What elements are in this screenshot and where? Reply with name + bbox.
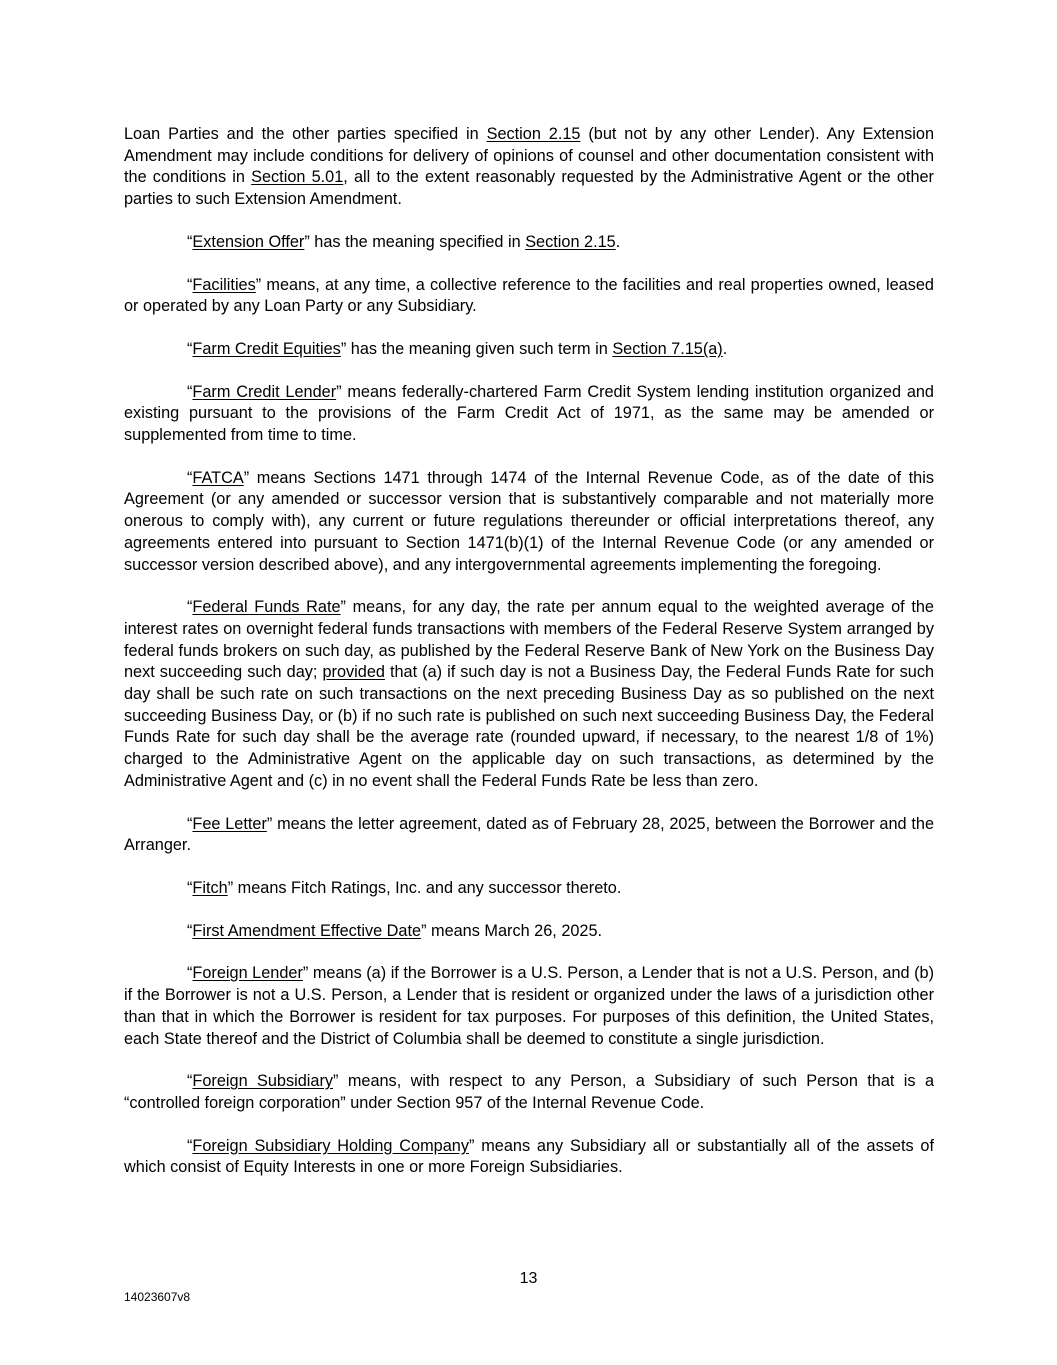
definition-text: . (722, 339, 728, 358)
definition-fee-letter (124, 814, 934, 857)
open-quote: “ (187, 1072, 193, 1091)
definition-farm-credit-lender (124, 382, 934, 447)
definition-text: ” means, with respect to any Person, a Subsidiary of such Person that is a “controlled foreign corporation” under Section 957 of the Internal Revenue Code. (124, 1072, 934, 1112)
definition-text: ” means, for any day, the rate per annum equal to the weighted average of the interest rates on overnight federal funds transactions with members of the Federal Reserve System arranged by federal funds brokers on such day, as published by the Federal Reserve Bank of New York on the Business Day next succeeding such day; (124, 598, 934, 682)
defined-term: First Amendment Effective Date (192, 921, 422, 940)
open-quote: “ (187, 964, 193, 983)
definition-text: ” means, at any time, a collective reference to the facilities and real properties owned, leased or operated by any Loan Party or any Subsidiary. (124, 275, 934, 316)
definition-text: ” means the letter agreement, dated as of February 28, 2025, between the Borrower and the Arranger. (124, 814, 935, 855)
defined-term: Federal Funds Rate (192, 598, 341, 617)
open-quote: “ (187, 382, 193, 401)
defined-term: Farm Credit Equities (192, 339, 341, 358)
section-reference: Section 2.15 (486, 125, 581, 143)
definition-text: ” means federally-chartered Farm Credit System lending institution organized and existing pursuant to the provisions of the Farm Credit Act of 1971, as the same may be amended or supplemented from time to time. (124, 382, 934, 445)
definition-text: . (615, 232, 621, 251)
defined-term: Foreign Subsidiary Holding Company (192, 1136, 469, 1155)
text-run: Loan Parties and the other parties specified in (124, 125, 487, 143)
open-quote: “ (187, 275, 193, 294)
open-quote: “ (187, 339, 193, 358)
open-quote: “ (187, 921, 193, 940)
section-reference: Section 7.15(a) (612, 339, 723, 358)
open-quote: “ (187, 468, 193, 487)
definition-text: that (a) if such day is not a Business Day, the Federal Funds Rate for such day shall be such rate on such transactions on the next preceding Business Day as so published on the next succeeding Business Day, or (b) if no such rate is published on such next succeeding Business Day, the Federal Funds Rate for such day shall be the average rate (rounded upward, if necessary, to the nearest 1/8 of 1%) charged to the Administrative Agent on the applicable day on such transactions, as determined by the Administrative Agent and (c) in no event shall the Federal Funds Rate be less than zero. (124, 663, 935, 790)
open-quote: “ (187, 1136, 193, 1155)
definition-text: ” has the meaning specified in (304, 232, 526, 251)
definition-text: ” means Fitch Ratings, Inc. and any successor thereto. (227, 878, 622, 897)
document-id: 14023607v8 (124, 1290, 191, 1304)
text-run: (but not by any other Lender). Any Extension Amendment may include conditions for delivery of opinions of counsel and other documentation consistent with the conditions in (124, 125, 934, 187)
definition-federal-funds-rate (124, 597, 934, 792)
defined-term: Farm Credit Lender (192, 382, 337, 401)
definition-foreign-subsidiary-holding-company (124, 1136, 934, 1179)
definition-fitch (124, 878, 934, 900)
text-run: , all to the extent reasonably requested by the Administrative Agent or the other parties to such Extension Amendment. (124, 168, 934, 209)
definition-foreign-subsidiary (124, 1071, 934, 1114)
definition-facilities (124, 275, 934, 318)
defined-term: Foreign Subsidiary (192, 1072, 334, 1091)
page-number: 13 (519, 1270, 538, 1287)
open-quote: “ (187, 598, 193, 617)
defined-term: Foreign Lender (192, 964, 303, 983)
definition-fatca (124, 468, 934, 577)
definition-text: ” means March 26, 2025. (421, 921, 603, 940)
definition-extension-offer (124, 232, 934, 254)
document-body (124, 124, 934, 1200)
definition-first-amendment-effective-date (124, 921, 934, 943)
section-reference: Section 2.15 (525, 232, 616, 251)
definition-text: ” means any Subsidiary all or substantially all of the assets of which consist of Equity Interests in one or more Foreign Subsidiaries. (124, 1136, 934, 1177)
definition-foreign-lender (124, 963, 934, 1050)
open-quote: “ (187, 232, 193, 251)
definition-farm-credit-equities (124, 339, 934, 361)
section-reference: Section 5.01 (251, 168, 344, 187)
definition-text: ” means Sections 1471 through 1474 of the Internal Revenue Code, as of the date of this Agreement (or any amended or successor version that is substantively comparable and not materially more onerous to comply with), any current or future regulations thereunder or official interpretations thereof, any agreements entered into pursuant to Section 1471(b)(1) of the Internal Revenue Code (or any amended or successor version described above), and any intergovernmental agreements implementing the foregoing. (124, 468, 934, 574)
intro-paragraph (124, 124, 934, 211)
proviso-term: provided (322, 663, 385, 682)
open-quote: “ (187, 814, 193, 833)
defined-term: Extension Offer (192, 232, 305, 251)
definition-text: ” has the meaning given such term in (340, 339, 613, 358)
defined-term: Fee Letter (192, 814, 267, 833)
definition-text: ” means (a) if the Borrower is a U.S. Person, a Lender that is not a U.S. Person, and (b) if the Borrower is not a U.S. Person, a Lender that is resident or organized under the laws of a jurisdiction other than that in which the Borrower is resident for tax purposes. For purposes of this definition, the United States, each State thereof and the District of Columbia shall be deemed to constitute a single jurisdiction. (124, 964, 934, 1048)
defined-term: FATCA (192, 468, 244, 487)
defined-term: Facilities (192, 275, 256, 294)
defined-term: Fitch (192, 878, 228, 897)
open-quote: “ (187, 878, 193, 897)
